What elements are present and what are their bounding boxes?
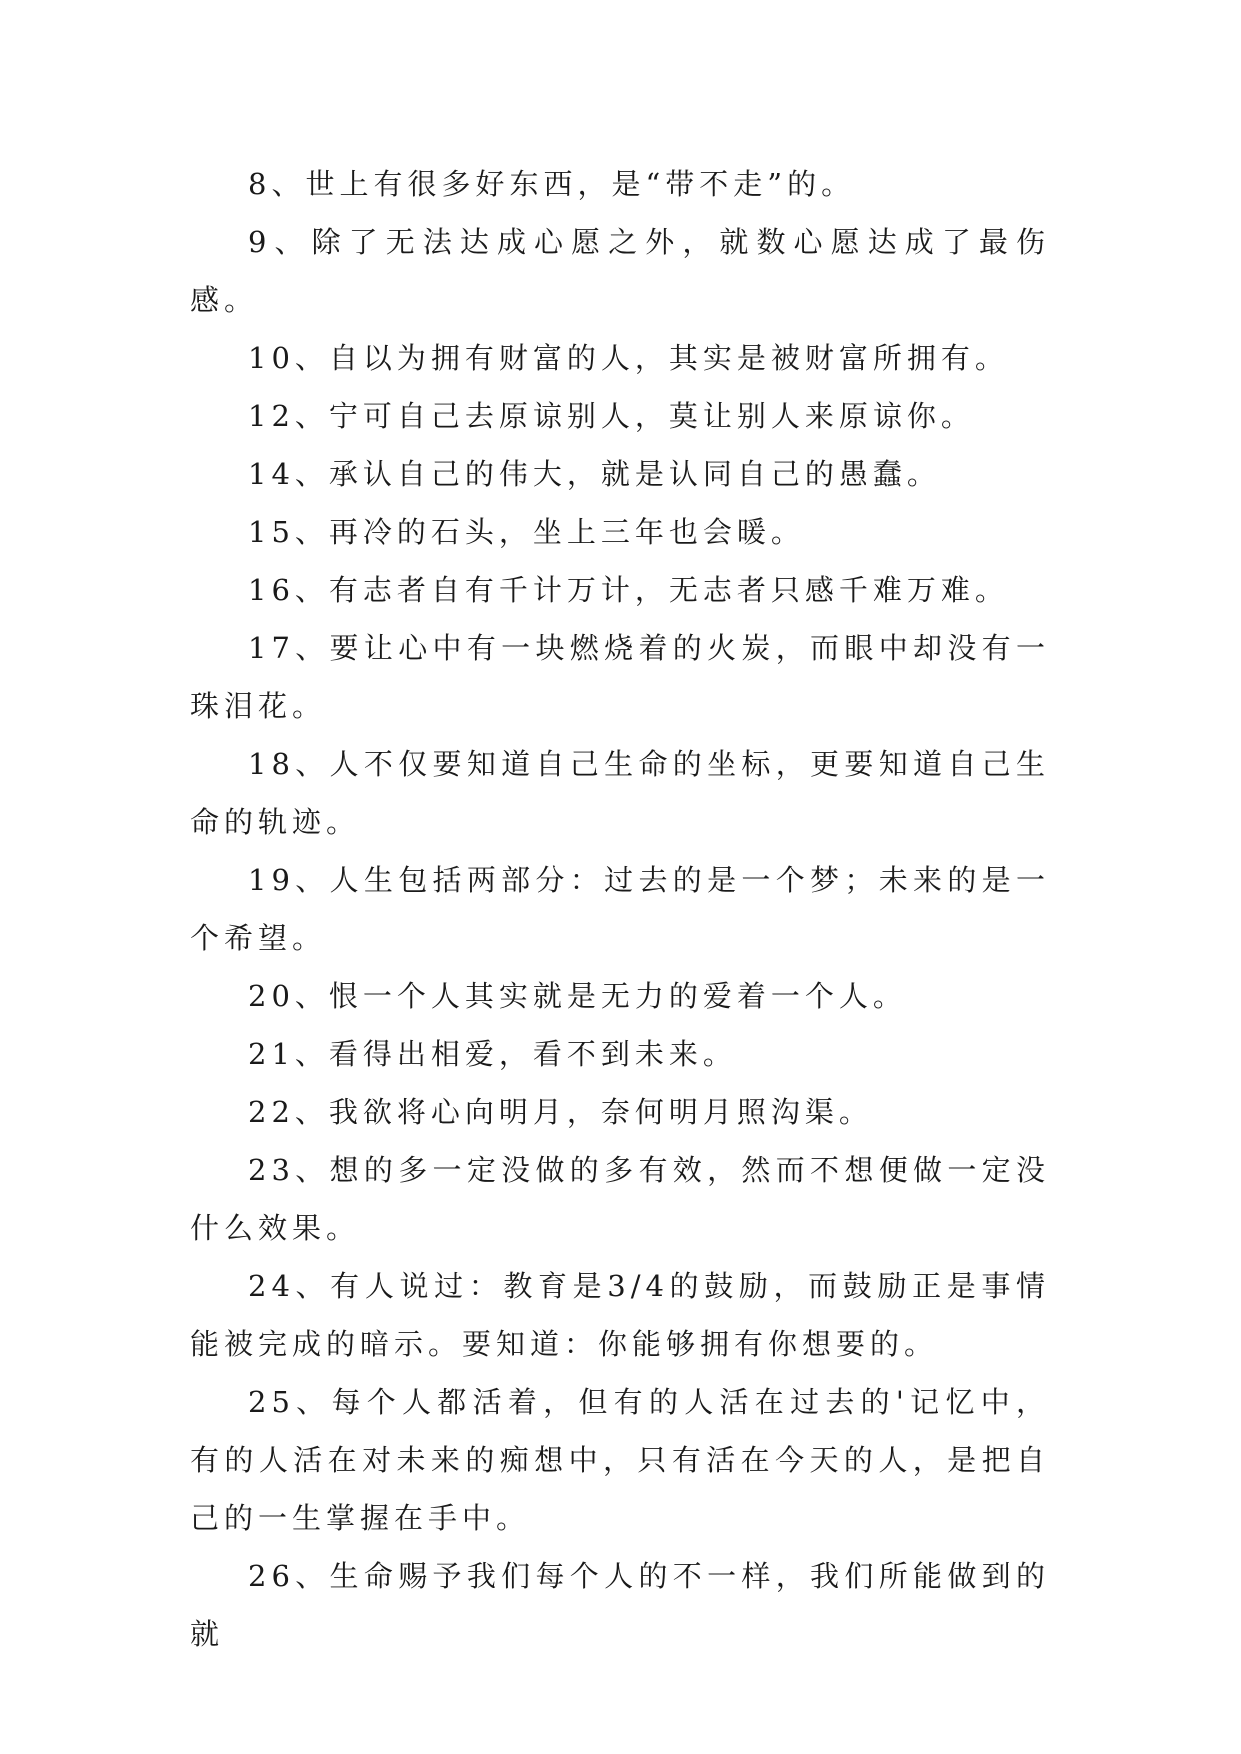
paragraph: 21、看得出相爱，看不到未来。 [248, 1037, 737, 1071]
paragraph: 15、再冷的石头，坐上三年也会暖。 [248, 515, 805, 549]
paragraph: 20、恨一个人其实就是无力的爱着一个人。 [248, 979, 907, 1013]
paragraph: 8、世上有很多好东西，是“带不走”的。 [248, 167, 856, 201]
paragraph: 12、宁可自己去原谅别人，莫让别人来原谅你。 [248, 399, 975, 433]
document-body [190, 155, 1050, 1663]
paragraph: 14、承认自己的伟大，就是认同自己的愚蠢。 [248, 457, 941, 491]
paragraph: 18、人不仅要知道自己生命的坐标，更要知道自己生命的轨迹。 [190, 747, 1050, 839]
paragraph: 9、除了无法达成心愿之外，就数心愿达成了最伤感。 [190, 225, 1050, 317]
paragraph: 25、每个人都活着，但有的人活在过去的'记忆中，有的人活在对未来的痴想中，只有活在今天的人，是把自己的一生掌握在手中。 [190, 1385, 1050, 1535]
paragraph: 19、人生包括两部分：过去的是一个梦；未来的是一个希望。 [190, 863, 1050, 955]
paragraph: 26、生命赐予我们每个人的不一样，我们所能做到的就 [190, 1559, 1050, 1651]
paragraph: 24、有人说过：教育是3/4的鼓励，而鼓励正是事情能被完成的暗示。要知道：你能够拥有你想要的。 [190, 1269, 1050, 1361]
paragraph: 23、想的多一定没做的多有效，然而不想便做一定没什么效果。 [190, 1153, 1050, 1245]
paragraph: 22、我欲将心向明月，奈何明月照沟渠。 [248, 1095, 873, 1129]
paragraph: 16、有志者自有千计万计，无志者只感千难万难。 [248, 573, 1009, 607]
paragraph: 17、要让心中有一块燃烧着的火炭，而眼中却没有一珠泪花。 [190, 631, 1050, 723]
paragraph: 10、自以为拥有财富的人，其实是被财富所拥有。 [248, 341, 1009, 375]
